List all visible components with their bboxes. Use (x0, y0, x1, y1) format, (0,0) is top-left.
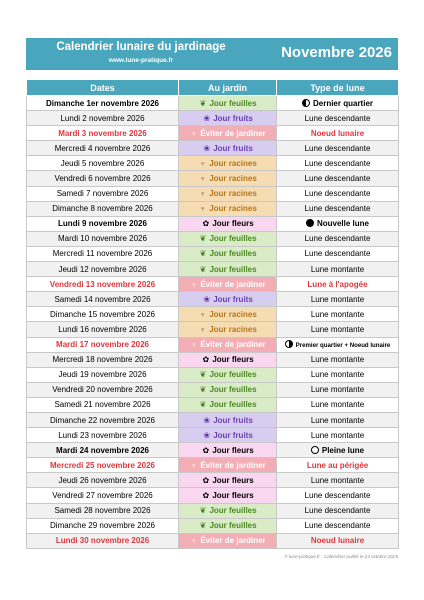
date-cell: Lundi 30 novembre 2026 (27, 533, 179, 548)
moon-label: Lune descendante (304, 204, 371, 214)
garden-cell (179, 216, 277, 231)
garden-cell (179, 458, 277, 473)
table-row (27, 352, 399, 367)
leaf-icon: ❦ (199, 506, 207, 516)
table-row (27, 367, 399, 382)
moon-label: Premier quartier + Noeud lunaire (295, 342, 391, 350)
flower-icon: ✿ (202, 445, 210, 455)
moon-label: Lune montante (310, 294, 365, 304)
moon-cell (277, 428, 399, 443)
table-row (27, 231, 399, 246)
new-moon-icon (306, 219, 314, 227)
moon-cell (277, 443, 399, 458)
column-header-moon: Type de lune (277, 80, 399, 96)
date-cell: Lundi 23 novembre 2026 (27, 428, 179, 443)
garden-cell (179, 96, 277, 111)
table-row (27, 322, 399, 337)
calendar-header (26, 38, 398, 70)
garden-cell (179, 262, 277, 277)
moon-cell (277, 533, 399, 548)
fruit-icon: ❀ (203, 430, 211, 440)
date-cell: Dimanche 8 novembre 2026 (27, 201, 179, 216)
table-row (27, 503, 399, 518)
table-row (27, 246, 399, 261)
garden-label: Jour fruits (213, 430, 253, 440)
garden-label: Jour feuilles (209, 234, 257, 244)
date-cell: Mardi 17 novembre 2026 (27, 337, 179, 352)
moon-cell (277, 292, 399, 307)
date-cell: Jeudi 5 novembre 2026 (27, 156, 179, 171)
date-cell: Dimanche 1er novembre 2026 (27, 96, 179, 111)
table-row (27, 458, 399, 473)
flower-icon: ✿ (202, 219, 210, 229)
table-row (27, 292, 399, 307)
leaf-icon: ❦ (199, 385, 207, 395)
garden-cell (179, 473, 277, 488)
garden-cell (179, 352, 277, 367)
table-row (27, 443, 399, 458)
moon-label: Lune descendante (304, 521, 371, 531)
fruit-icon: ❀ (203, 415, 211, 425)
warning-icon: ♆ (190, 460, 197, 470)
column-header-garden: Au jardin (179, 80, 277, 96)
table-row (27, 533, 399, 548)
table-row (27, 488, 399, 503)
leaf-icon: ❦ (199, 400, 207, 410)
date-cell: Jeudi 12 novembre 2026 (27, 262, 179, 277)
moon-cell (277, 352, 399, 367)
moon-label: Lune montante (310, 385, 365, 395)
fruit-icon: ❀ (203, 143, 211, 153)
date-cell: Mercredi 11 novembre 2026 (27, 246, 179, 261)
moon-cell (277, 473, 399, 488)
date-cell: Dimanche 15 novembre 2026 (27, 307, 179, 322)
date-cell: Samedi 14 novembre 2026 (27, 292, 179, 307)
garden-label: Éviter de jardiner (200, 128, 266, 138)
moon-label: Lune descendante (304, 506, 371, 516)
first-quarter-icon (285, 340, 293, 348)
garden-cell (179, 533, 277, 548)
date-cell: Samedi 28 novembre 2026 (27, 503, 179, 518)
moon-label: Lune descendante (304, 174, 371, 184)
moon-cell (277, 322, 399, 337)
moon-cell (277, 367, 399, 382)
moon-cell (277, 518, 399, 533)
date-cell: Vendredi 27 novembre 2026 (27, 488, 179, 503)
moon-cell (277, 231, 399, 246)
garden-label: Jour feuilles (209, 506, 257, 516)
site-url: www.lune-pratique.fr (108, 57, 174, 64)
date-cell: Jeudi 26 novembre 2026 (27, 473, 179, 488)
garden-cell (179, 518, 277, 533)
date-cell: Mercredi 25 novembre 2026 (27, 458, 179, 473)
garden-label: Éviter de jardiner (200, 536, 266, 546)
moon-cell (277, 307, 399, 322)
garden-label: Jour feuilles (209, 370, 257, 380)
date-cell: Lundi 2 novembre 2026 (27, 111, 179, 126)
garden-cell (179, 382, 277, 397)
moon-cell (277, 488, 399, 503)
table-row (27, 518, 399, 533)
column-header-dates: Dates (27, 80, 179, 96)
moon-cell (277, 96, 399, 111)
full-moon-icon (311, 446, 319, 454)
garden-label: Jour fruits (213, 294, 253, 304)
garden-cell (179, 277, 277, 292)
garden-label: Jour fruits (213, 143, 253, 153)
warning-icon: ♆ (190, 128, 197, 138)
garden-cell (179, 201, 277, 216)
moon-label: Lune montante (310, 309, 365, 319)
moon-label: Noeud lunaire (310, 536, 365, 546)
moon-cell (277, 382, 399, 397)
garden-label: Jour feuilles (209, 385, 257, 395)
table-row (27, 397, 399, 412)
root-icon: ♆ (199, 189, 206, 199)
table-row (27, 262, 399, 277)
garden-label: Jour feuilles (209, 521, 257, 531)
calendar-title: Calendrier lunaire du jardinage (56, 41, 226, 53)
flower-icon: ✿ (202, 355, 210, 365)
month-title: Novembre 2026 (281, 44, 392, 61)
date-cell: Vendredi 20 novembre 2026 (27, 382, 179, 397)
footer-note: © lune-pratique.fr - Calendrier publié le 24 octobre 2025 (284, 554, 398, 559)
moon-label: Nouvelle lune (316, 219, 369, 229)
garden-label: Jour fleurs (212, 445, 254, 455)
garden-cell (179, 231, 277, 246)
moon-cell (277, 246, 399, 261)
moon-label: Lune montante (310, 415, 365, 425)
table-row (27, 171, 399, 186)
table-row (27, 307, 399, 322)
date-cell: Jeudi 19 novembre 2026 (27, 367, 179, 382)
garden-label: Jour fruits (213, 113, 253, 123)
garden-cell (179, 141, 277, 156)
warning-icon: ♆ (190, 536, 197, 546)
moon-cell (277, 503, 399, 518)
garden-label: Jour fleurs (212, 490, 254, 500)
root-icon: ♆ (199, 324, 206, 334)
moon-cell (277, 141, 399, 156)
garden-label: Jour racines (209, 204, 257, 214)
garden-label: Jour feuilles (209, 98, 257, 108)
date-cell: Vendredi 13 novembre 2026 (27, 277, 179, 292)
moon-cell (277, 412, 399, 427)
moon-label: Lune montante (310, 400, 365, 410)
garden-label: Jour racines (209, 158, 257, 168)
fruit-icon: ❀ (203, 113, 211, 123)
last-quarter-icon (302, 99, 310, 107)
table-row (27, 141, 399, 156)
table-row (27, 111, 399, 126)
leaf-icon: ❦ (199, 370, 207, 380)
moon-cell (277, 262, 399, 277)
leaf-icon: ❦ (199, 521, 207, 531)
garden-cell (179, 397, 277, 412)
garden-label: Éviter de jardiner (200, 460, 266, 470)
fruit-icon: ❀ (203, 294, 211, 304)
moon-cell (277, 156, 399, 171)
moon-label: Lune descendante (304, 113, 371, 123)
table-row (27, 96, 399, 111)
date-cell: Lundi 9 novembre 2026 (27, 216, 179, 231)
table-header-row (27, 80, 399, 96)
table-row (27, 382, 399, 397)
moon-label: Noeud lunaire (310, 128, 365, 138)
garden-cell (179, 488, 277, 503)
date-cell: Samedi 7 novembre 2026 (27, 186, 179, 201)
garden-cell (179, 126, 277, 141)
table-row (27, 126, 399, 141)
date-cell: Mercredi 4 novembre 2026 (27, 141, 179, 156)
garden-cell (179, 307, 277, 322)
date-cell: Samedi 21 novembre 2026 (27, 397, 179, 412)
table-row (27, 186, 399, 201)
moon-label: Lune montante (310, 324, 365, 334)
date-cell: Mardi 3 novembre 2026 (27, 126, 179, 141)
garden-cell (179, 337, 277, 352)
moon-cell (277, 186, 399, 201)
garden-label: Jour fruits (213, 415, 253, 425)
moon-cell (277, 337, 399, 352)
garden-label: Jour fleurs (212, 475, 254, 485)
moon-label: Lune montante (310, 475, 365, 485)
table-row (27, 473, 399, 488)
moon-label: Lune montante (310, 355, 365, 365)
moon-cell (277, 458, 399, 473)
date-cell: Dimanche 29 novembre 2026 (27, 518, 179, 533)
leaf-icon: ❦ (199, 264, 207, 274)
garden-label: Jour feuilles (209, 264, 257, 274)
root-icon: ♆ (199, 309, 206, 319)
date-cell: Mercredi 18 novembre 2026 (27, 352, 179, 367)
garden-label: Éviter de jardiner (200, 279, 266, 289)
date-cell: Mardi 24 novembre 2026 (27, 443, 179, 458)
garden-cell (179, 171, 277, 186)
garden-cell (179, 322, 277, 337)
date-cell: Mardi 10 novembre 2026 (27, 231, 179, 246)
warning-icon: ♆ (190, 340, 197, 350)
moon-label: Lune montante (310, 430, 365, 440)
table-row (27, 337, 399, 352)
leaf-icon: ❦ (199, 249, 207, 259)
table-row (27, 412, 399, 427)
garden-label: Jour fleurs (212, 355, 254, 365)
garden-label: Éviter de jardiner (200, 340, 266, 350)
lunar-calendar-table (26, 79, 399, 549)
moon-label: Lune à l'apogée (307, 279, 368, 289)
table-row (27, 216, 399, 231)
moon-label: Lune descendante (304, 143, 371, 153)
moon-label: Pleine lune (321, 445, 365, 455)
garden-cell (179, 292, 277, 307)
warning-icon: ♆ (190, 279, 197, 289)
moon-cell (277, 201, 399, 216)
moon-label: Lune montante (310, 370, 365, 380)
moon-label: Lune descendante (304, 189, 371, 199)
date-cell: Vendredi 6 novembre 2026 (27, 171, 179, 186)
flower-icon: ✿ (202, 475, 210, 485)
moon-cell (277, 171, 399, 186)
moon-cell (277, 277, 399, 292)
table-row (27, 428, 399, 443)
garden-cell (179, 367, 277, 382)
date-cell: Dimanche 22 novembre 2026 (27, 412, 179, 427)
leaf-icon: ❦ (199, 98, 207, 108)
garden-label: Jour fleurs (212, 219, 254, 229)
garden-cell (179, 428, 277, 443)
table-row (27, 156, 399, 171)
garden-cell (179, 443, 277, 458)
root-icon: ♆ (199, 158, 206, 168)
garden-cell (179, 503, 277, 518)
garden-cell (179, 412, 277, 427)
garden-cell (179, 246, 277, 261)
garden-label: Jour racines (209, 309, 257, 319)
moon-cell (277, 111, 399, 126)
moon-cell (277, 216, 399, 231)
moon-label: Lune descendante (304, 249, 371, 259)
garden-label: Jour feuilles (209, 400, 257, 410)
root-icon: ♆ (199, 204, 206, 214)
root-icon: ♆ (199, 174, 206, 184)
moon-cell (277, 397, 399, 412)
garden-label: Jour feuilles (209, 249, 257, 259)
moon-label: Lune descendante (304, 490, 371, 500)
moon-label: Lune descendante (304, 158, 371, 168)
moon-label: Lune au périgée (306, 460, 369, 470)
moon-label: Lune montante (310, 264, 365, 274)
garden-cell (179, 111, 277, 126)
garden-label: Jour racines (209, 174, 257, 184)
garden-label: Jour racines (209, 324, 257, 334)
leaf-icon: ❦ (199, 234, 207, 244)
garden-cell (179, 186, 277, 201)
moon-label: Dernier quartier (312, 98, 374, 108)
garden-cell (179, 156, 277, 171)
moon-label: Lune descendante (304, 234, 371, 244)
moon-cell (277, 126, 399, 141)
table-row (27, 201, 399, 216)
date-cell: Lundi 16 novembre 2026 (27, 322, 179, 337)
garden-label: Jour racines (209, 189, 257, 199)
flower-icon: ✿ (202, 490, 210, 500)
table-row (27, 277, 399, 292)
